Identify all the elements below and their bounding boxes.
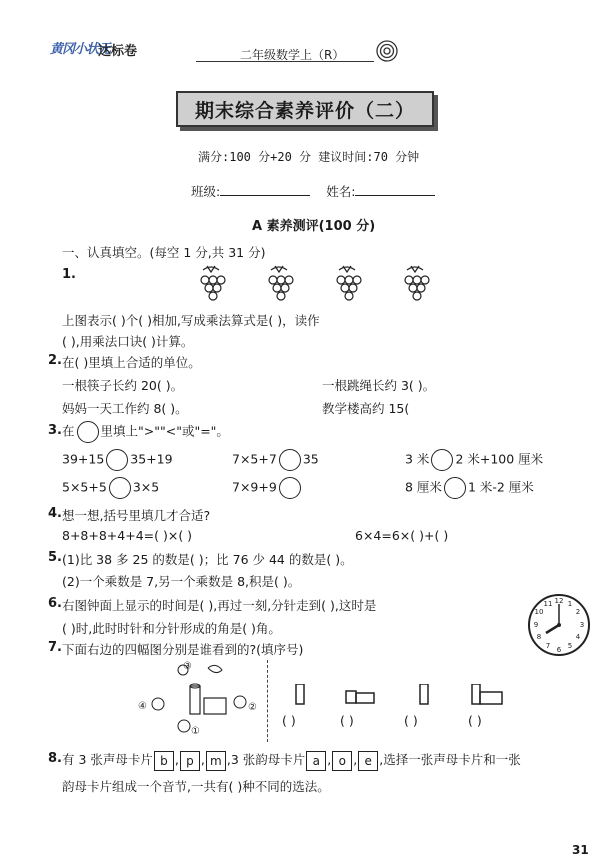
q4-heading: 想一想,括号里填几才合适? (62, 508, 211, 523)
q8-text-c: ,选择一张声母卡片和一张 (379, 752, 521, 767)
q8-number: 8. (48, 751, 62, 766)
q3-r1-c3-right: 2 米+100 厘米 (455, 451, 544, 467)
clock-face-figure (526, 592, 592, 658)
class-label: 班级: (191, 184, 221, 199)
q3-r2-c3-right: 1 米-2 厘米 (467, 479, 534, 495)
svg-text:7: 7 (545, 642, 551, 650)
q7-heading: 下面右边的四幅图分别是谁看到的?(填序号) (62, 642, 304, 657)
section-heading: A 素养测评(100 分) (252, 219, 376, 234)
q3-r1-c3 (405, 449, 543, 471)
q7-label-4: ④ (138, 701, 147, 712)
class-field[interactable] (220, 195, 310, 196)
name-field[interactable] (355, 195, 435, 196)
q6-number: 6. (48, 596, 62, 611)
q3-r1-c2-right: 35 (302, 451, 319, 467)
q3-heading (62, 421, 229, 443)
q3-r1-c3-circle[interactable] (431, 449, 453, 471)
q8-line2: 韵母卡片组成一个音节,一共有( )种不同的选法。 (62, 779, 330, 794)
card-a: a (306, 751, 326, 771)
svg-text:5: 5 (567, 642, 573, 650)
brand-suffix: 达标卷 (98, 44, 138, 59)
svg-text:3: 3 (579, 621, 585, 629)
q3-r2-c1-circle[interactable] (109, 477, 131, 499)
q7-answer-2[interactable]: ( ) (340, 713, 354, 728)
q3-r1-c2-left: 7×5+7 (232, 451, 277, 467)
card-m: m (206, 751, 226, 771)
q1-line1: 上图表示( )个( )相加,写成乘法算式是( )，读作 (62, 313, 320, 328)
q3-r2-c3 (405, 477, 534, 499)
q7-answer-4[interactable]: ( ) (468, 713, 482, 728)
q2-item-a: 一根筷子长约 20( )。 (62, 378, 184, 393)
q3-r2-c1-left: 5×5+5 (62, 479, 107, 495)
q1-line2: ( ),用乘法口诀( )计算。 (62, 334, 194, 349)
q3-heading-a: 在 (62, 423, 75, 439)
q3-r2-c2-left: 7×9+9 (232, 479, 277, 495)
exam-title: 期末综合素养评价（二） (176, 91, 434, 127)
card-o: o (332, 751, 352, 771)
q3-r1-c1 (62, 449, 173, 471)
grape-bunches-figure (195, 262, 455, 304)
q4-item-b: 6×4=6×( )+( ) (355, 528, 449, 543)
brand-logo: 黄冈小状元 (50, 42, 111, 57)
svg-text:6: 6 (556, 646, 562, 654)
svg-text:10: 10 (534, 608, 544, 616)
q5-number: 5. (48, 550, 62, 565)
svg-text:1: 1 (567, 600, 573, 608)
q3-r2-c1 (62, 477, 159, 499)
grade-label: 二年级数学上（R） (240, 48, 345, 62)
q3-r2-c2 (232, 477, 303, 499)
q3-r2-c3-left: 8 厘米 (405, 479, 442, 495)
page-number: 31 (572, 843, 589, 857)
q8-line1: 有 3 张声母卡片 b , p , m ,3 张韵母卡片 a , o , e ,选择一张声母卡片和一张 (62, 750, 521, 771)
q3-r1-c1-circle[interactable] (106, 449, 128, 471)
compare-circle-icon (77, 421, 99, 443)
q8-text-b: ,3 张韵母卡片 (226, 752, 306, 767)
q6-line2: ( )时,此时时针和分针形成的角是( )角。 (62, 621, 281, 636)
q3-heading-b: 里填上">""<"或"="。 (100, 423, 229, 439)
exam-meta: 满分:100 分+20 分 建议时间:70 分钟 (198, 150, 420, 164)
svg-text:12: 12 (554, 597, 564, 605)
q6-line1: 右图钟面上显示的时间是( ),再过一刻,分针走到( ),这时是 (62, 598, 377, 613)
view-options-figure (280, 684, 520, 706)
q5-item-1: (1)比 38 多 25 的数是( )；比 76 少 44 的数是( )。 (62, 552, 353, 567)
q3-r2-c1-right: 3×5 (132, 479, 160, 495)
q2-heading: 在( )里填上合适的单位。 (62, 355, 201, 370)
q7-label-3: ③ (183, 661, 192, 672)
q3-r1-c1-left: 39+15 (62, 451, 105, 467)
header-rule (196, 61, 374, 62)
q7-label-1: ① (191, 726, 200, 737)
q7-answer-1[interactable]: ( ) (282, 713, 296, 728)
q3-r1-c3-left: 3 米 (405, 451, 430, 467)
viewpoint-scene-figure (138, 660, 263, 740)
divider-line (267, 660, 268, 742)
q3-r1-c2 (232, 449, 319, 471)
class-name-row (191, 182, 435, 200)
q2-item-b: 一根跳绳长约 3( )。 (322, 378, 436, 393)
q3-number: 3. (48, 423, 62, 438)
svg-text:8: 8 (536, 633, 542, 641)
q1-number: 1. (62, 267, 76, 282)
q3-r2-c3-circle[interactable] (444, 477, 466, 499)
q7-answer-3[interactable]: ( ) (404, 713, 418, 728)
q8-text-a: 有 3 张声母卡片 (62, 752, 153, 767)
svg-text:4: 4 (575, 633, 581, 641)
card-e: e (358, 751, 378, 771)
part1-heading: 一、认真填空。(每空 1 分,共 31 分) (62, 245, 266, 260)
q4-item-a: 8+8+8+4+4=( )×( ) (62, 528, 193, 543)
q4-number: 4. (48, 506, 62, 521)
q3-r1-c2-circle[interactable] (279, 449, 301, 471)
q2-item-d: 教学楼高约 15( (322, 401, 410, 416)
name-label: 姓名: (326, 184, 356, 199)
svg-text:2: 2 (575, 608, 581, 616)
q2-item-c: 妈妈一天工作约 8( )。 (62, 401, 188, 416)
q7-label-2: ② (248, 702, 257, 713)
svg-text:11: 11 (543, 600, 553, 608)
q7-number: 7. (48, 640, 62, 655)
card-b: b (154, 751, 174, 771)
q3-r2-c2-circle[interactable] (279, 477, 301, 499)
svg-text:9: 9 (533, 621, 539, 629)
card-p: p (180, 751, 200, 771)
q3-r1-c1-right: 35+19 (130, 451, 173, 467)
spiral-icon (376, 40, 398, 62)
q2-number: 2. (48, 353, 62, 368)
q5-item-2: (2)一个乘数是 7,另一个乘数是 8,积是( )。 (62, 574, 301, 589)
